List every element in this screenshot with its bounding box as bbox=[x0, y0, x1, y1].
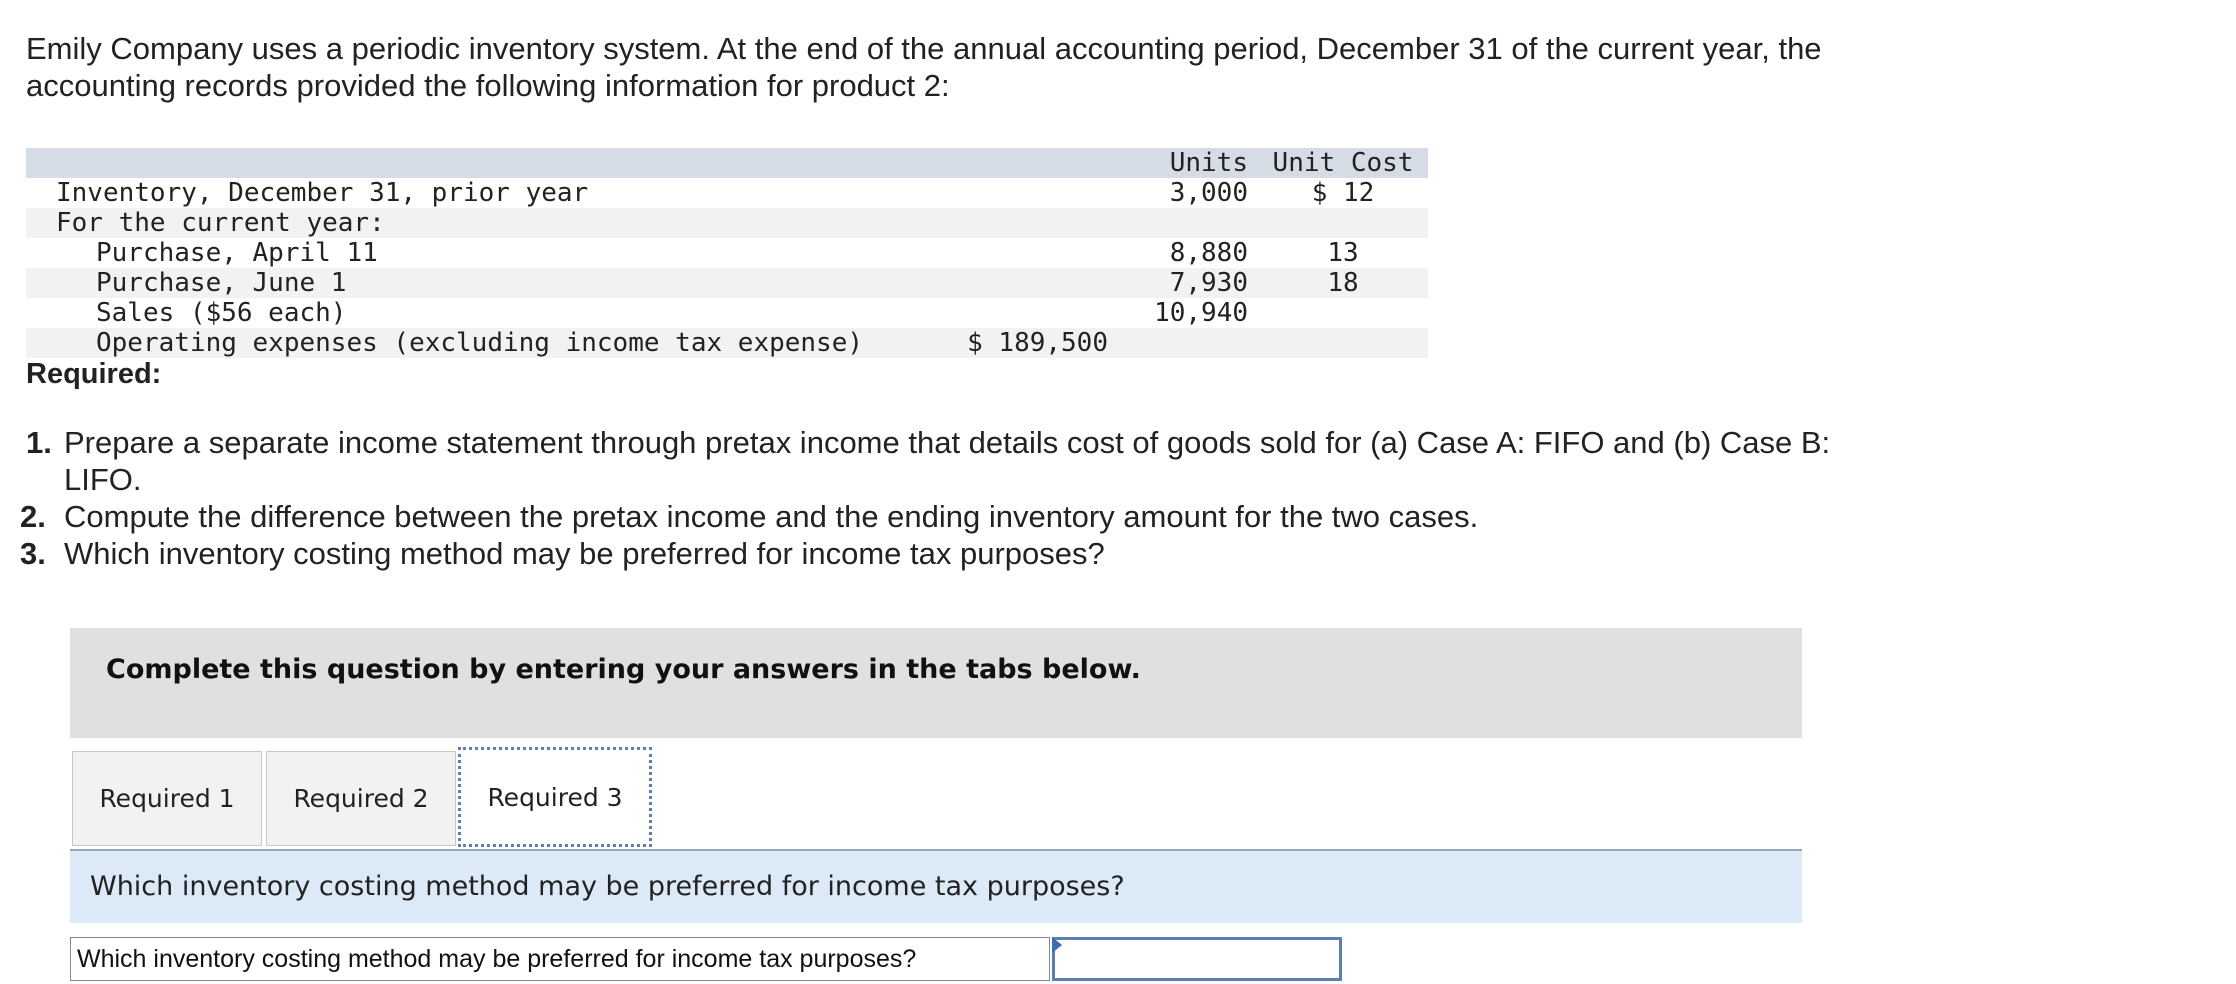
list-item bbox=[20, 498, 1906, 535]
item-number: 2. bbox=[20, 499, 46, 534]
row-label: For the current year: bbox=[56, 208, 385, 238]
row-unit-cost: $ 12 bbox=[1311, 178, 1375, 208]
row-units: 7,930 bbox=[1169, 268, 1248, 298]
list-item bbox=[26, 424, 1906, 498]
list-item bbox=[20, 535, 1906, 572]
tab-required-3[interactable]: Required 3 bbox=[458, 747, 652, 847]
table-row bbox=[26, 208, 1428, 238]
row-label: Purchase, April 11 bbox=[96, 238, 378, 268]
question-bar bbox=[70, 851, 1802, 923]
row-units: 3,000 bbox=[1169, 178, 1248, 208]
table-row bbox=[26, 178, 1428, 208]
row-units: 8,880 bbox=[1169, 238, 1248, 268]
table-row bbox=[26, 298, 1428, 328]
item-number: 1. bbox=[26, 425, 52, 460]
unit-cost-header: Unit Cost bbox=[1272, 148, 1414, 178]
item-number: 3. bbox=[20, 536, 46, 571]
requirements-list bbox=[20, 424, 1906, 572]
answer-row bbox=[70, 937, 1342, 984]
row-units: 10,940 bbox=[1154, 298, 1248, 328]
input-corner-indicator-icon bbox=[1052, 937, 1062, 953]
answer-input[interactable] bbox=[1052, 937, 1342, 981]
row-unit-cost: 13 bbox=[1327, 238, 1359, 268]
instructions-banner bbox=[70, 628, 1802, 738]
row-amount: $ 189,500 bbox=[967, 328, 1108, 358]
units-header: Units bbox=[1169, 148, 1248, 178]
inventory-data-table bbox=[26, 148, 1428, 358]
required-heading: Required: bbox=[26, 358, 162, 390]
problem-intro: Emily Company uses a periodic inventory system. At the end of the annual accounting period, December 31 of the current year, the accounting records provided the following information for product 2: bbox=[26, 31, 1822, 103]
answer-label: Which inventory costing method may be preferred for income tax purposes? bbox=[70, 937, 1050, 981]
table-row bbox=[26, 238, 1428, 268]
instructions-text: Complete this question by entering your answers in the tabs below. bbox=[106, 654, 1141, 685]
tab-required-1[interactable]: Required 1 bbox=[72, 751, 262, 846]
row-label: Operating expenses (excluding income tax expense) bbox=[96, 328, 864, 358]
question-text: Which inventory costing method may be preferred for income tax purposes? bbox=[90, 871, 1125, 902]
row-label: Purchase, June 1 bbox=[96, 268, 347, 298]
table-header-row bbox=[26, 148, 1428, 178]
table-row bbox=[26, 268, 1428, 298]
table-row bbox=[26, 328, 1428, 358]
row-label: Inventory, December 31, prior year bbox=[56, 178, 589, 208]
item-text: Which inventory costing method may be preferred for income tax purposes? bbox=[64, 536, 1105, 571]
tab-required-2[interactable]: Required 2 bbox=[266, 751, 456, 846]
item-text: Prepare a separate income statement through pretax income that details cost of goods sold for (a) Case A: FIFO and (b) Case B: LIFO. bbox=[64, 425, 1831, 497]
row-label: Sales ($56 each) bbox=[96, 298, 347, 328]
item-text: Compute the difference between the pretax income and the ending inventory amount for the two cases. bbox=[64, 499, 1479, 534]
row-unit-cost: 18 bbox=[1327, 268, 1359, 298]
